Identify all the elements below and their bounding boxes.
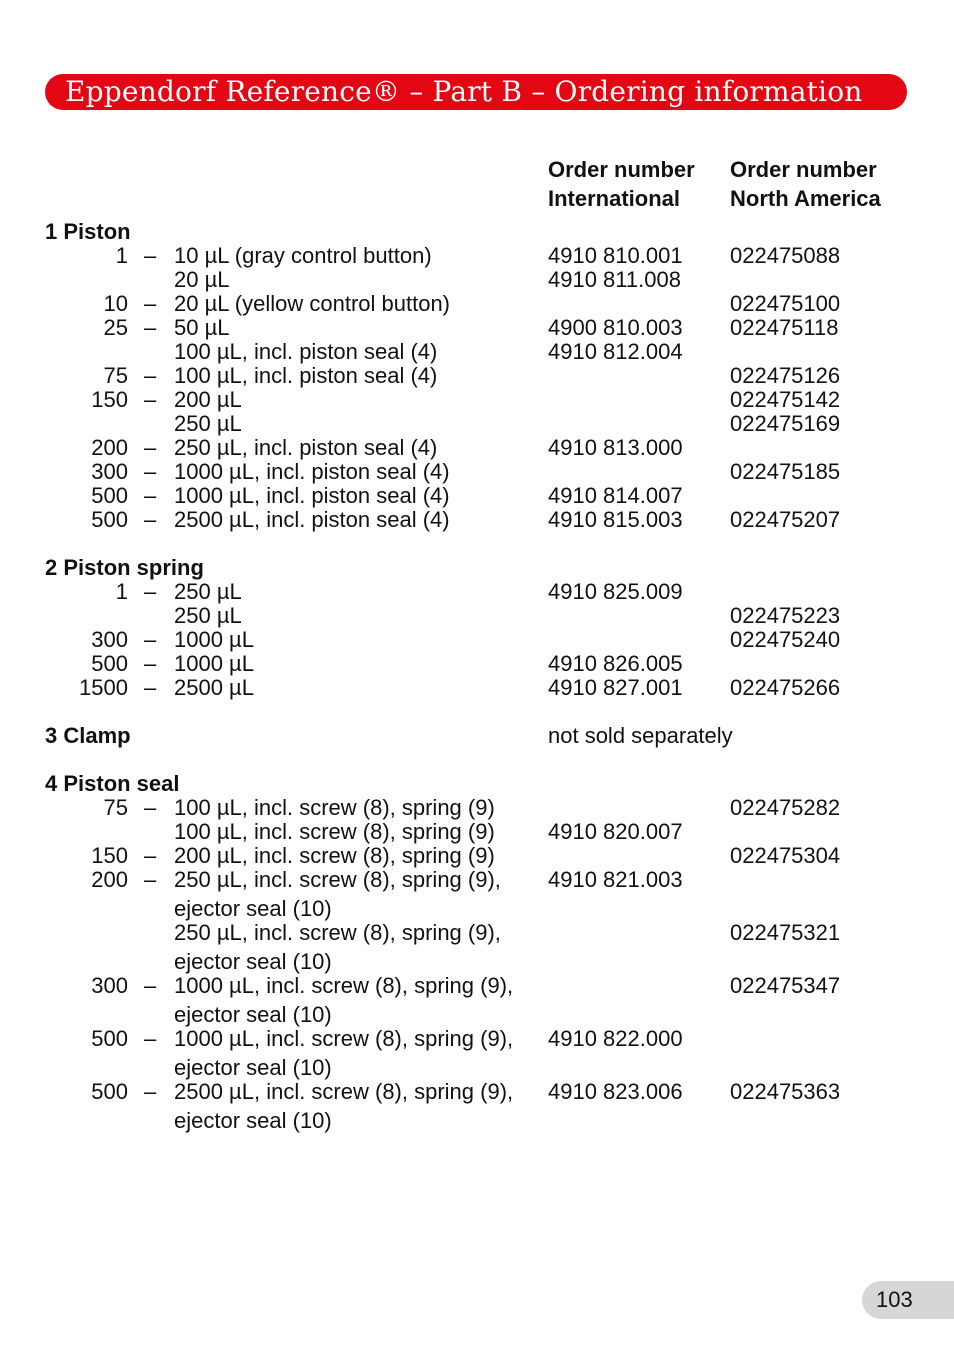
row-description: 250 µL	[174, 603, 242, 628]
row-description: 250 µL	[174, 411, 242, 436]
row-description: 100 µL, incl. piston seal (4)	[174, 339, 438, 364]
order-number-international: 4910 827.001	[548, 675, 683, 700]
column-header-international-line1: Order number	[548, 157, 695, 182]
order-number-north-america: 022475321	[730, 920, 841, 945]
row-range-from: 500	[91, 483, 128, 508]
section-note: not sold separately	[548, 723, 733, 748]
row-range-dash: –	[144, 1026, 157, 1051]
row-description: 10 µL (gray control button)	[174, 243, 432, 268]
order-number-international: 4910 815.003	[548, 507, 683, 532]
row-description: 20 µL (yellow control button)	[174, 291, 450, 316]
row-description: 200 µL, incl. screw (8), spring (9)	[174, 843, 495, 868]
row-range-dash: –	[144, 651, 157, 676]
order-number-international: 4910 821.003	[548, 867, 683, 892]
order-number-international: 4910 826.005	[548, 651, 683, 676]
row-description: 1000 µL	[174, 651, 254, 676]
row-description: 1000 µL, incl. piston seal (4)	[174, 459, 450, 484]
title-banner	[45, 74, 907, 110]
row-description: 2500 µL	[174, 675, 254, 700]
section-title: 1 Piston	[45, 219, 131, 244]
order-number-international: 4910 825.009	[548, 579, 683, 604]
order-number-north-america: 022475142	[730, 387, 841, 412]
column-header-international-line2: International	[548, 186, 681, 211]
row-range-dash: –	[144, 627, 157, 652]
row-description: 200 µL	[174, 387, 242, 412]
page-number: 103	[876, 1287, 913, 1312]
row-range-from: 500	[91, 651, 128, 676]
order-number-international: 4910 810.001	[548, 243, 683, 268]
order-number-north-america: 022475363	[730, 1079, 841, 1104]
row-range-from: 200	[91, 867, 128, 892]
section-title: 3 Clamp	[45, 723, 131, 748]
row-description: 1000 µL, incl. screw (8), spring (9),	[174, 1026, 514, 1051]
order-number-north-america: 022475126	[730, 363, 841, 388]
row-range-from: 150	[91, 843, 128, 868]
row-description: 2500 µL, incl. piston seal (4)	[174, 507, 450, 532]
row-range-from: 25	[103, 315, 128, 340]
order-number-north-america: 022475266	[730, 675, 841, 700]
row-range-dash: –	[144, 507, 157, 532]
row-range-dash: –	[144, 579, 157, 604]
row-description: 250 µL, incl. piston seal (4)	[174, 435, 438, 460]
order-number-north-america: 022475304	[730, 843, 841, 868]
row-description: 100 µL, incl. piston seal (4)	[174, 363, 438, 388]
order-number-international: 4910 820.007	[548, 819, 683, 844]
order-number-international: 4910 814.007	[548, 483, 683, 508]
row-description-line2: ejector seal (10)	[174, 896, 332, 921]
order-number-international: 4900 810.003	[548, 315, 683, 340]
row-range-from: 300	[91, 627, 128, 652]
row-range-dash: –	[144, 459, 157, 484]
column-header-north-america-line2: North America	[730, 186, 881, 211]
row-range-dash: –	[144, 867, 157, 892]
row-range-from: 75	[103, 795, 128, 820]
row-range-from: 500	[91, 1026, 128, 1051]
section-title: 4 Piston seal	[45, 771, 180, 796]
row-range-dash: –	[144, 363, 157, 388]
row-description-line2: ejector seal (10)	[174, 1002, 332, 1027]
row-description: 100 µL, incl. screw (8), spring (9)	[174, 795, 495, 820]
row-range-dash: –	[144, 973, 157, 998]
order-number-north-america: 022475088	[730, 243, 841, 268]
order-number-international: 4910 811.008	[548, 267, 681, 292]
row-description-line2: ejector seal (10)	[174, 1055, 332, 1080]
row-range-from: 500	[91, 507, 128, 532]
row-description: 250 µL, incl. screw (8), spring (9),	[174, 867, 501, 892]
row-description: 100 µL, incl. screw (8), spring (9)	[174, 819, 495, 844]
section-title: 2 Piston spring	[45, 555, 204, 580]
order-number-international: 4910 813.000	[548, 435, 683, 460]
row-description: 1000 µL, incl. piston seal (4)	[174, 483, 450, 508]
order-number-north-america: 022475223	[730, 603, 841, 628]
order-number-north-america: 022475185	[730, 459, 841, 484]
row-range-dash: –	[144, 795, 157, 820]
row-range-dash: –	[144, 843, 157, 868]
row-description: 20 µL	[174, 267, 230, 292]
order-number-north-america: 022475100	[730, 291, 841, 316]
order-number-international: 4910 823.006	[548, 1079, 683, 1104]
row-range-from: 500	[91, 1079, 128, 1104]
row-range-dash: –	[144, 483, 157, 508]
order-number-international: 4910 812.004	[548, 339, 683, 364]
page-title: Eppendorf Reference® – Part B – Ordering information	[65, 75, 863, 108]
row-description: 1000 µL	[174, 627, 254, 652]
order-number-north-america: 022475118	[730, 315, 839, 340]
row-range-dash: –	[144, 291, 157, 316]
order-number-north-america: 022475240	[730, 627, 841, 652]
row-range-from: 200	[91, 435, 128, 460]
row-range-from: 75	[103, 363, 128, 388]
row-range-from: 1500	[79, 675, 128, 700]
row-description: 250 µL, incl. screw (8), spring (9),	[174, 920, 501, 945]
order-number-international: 4910 822.000	[548, 1026, 683, 1051]
row-description: 1000 µL, incl. screw (8), spring (9),	[174, 973, 514, 998]
row-description: 50 µL	[174, 315, 230, 340]
row-range-from: 10	[103, 291, 128, 316]
row-range-dash: –	[144, 1079, 157, 1104]
row-range-dash: –	[144, 315, 157, 340]
row-range-dash: –	[144, 387, 157, 412]
order-number-north-america: 022475347	[730, 973, 841, 998]
row-range-from: 1	[115, 579, 128, 604]
row-range-from: 150	[91, 387, 128, 412]
row-range-dash: –	[144, 435, 157, 460]
page-number-tab	[862, 1281, 954, 1319]
row-description-line2: ejector seal (10)	[174, 949, 332, 974]
row-range-from: 300	[91, 459, 128, 484]
column-header-north-america-line1: Order number	[730, 157, 877, 182]
row-range-from: 300	[91, 973, 128, 998]
row-description: 250 µL	[174, 579, 242, 604]
row-description: 2500 µL, incl. screw (8), spring (9),	[174, 1079, 514, 1104]
row-range-from: 1	[115, 243, 128, 268]
order-number-north-america: 022475282	[730, 795, 841, 820]
row-description-line2: ejector seal (10)	[174, 1108, 332, 1133]
order-number-north-america: 022475207	[730, 507, 841, 532]
order-number-north-america: 022475169	[730, 411, 841, 436]
row-range-dash: –	[144, 675, 157, 700]
row-range-dash: –	[144, 243, 157, 268]
